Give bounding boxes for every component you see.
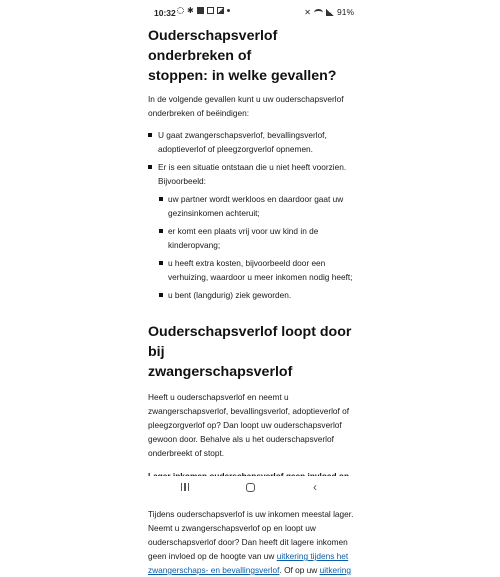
link-pregnancy-benefit[interactable]: uitkering tijdens het: [276, 551, 349, 561]
navigation-bar: [134, 476, 366, 500]
section-title-interrupt: Ouderschapsverlof onderbreken of stoppen: in welke gevallen?: [148, 28, 337, 84]
status-right-icons: [304, 7, 354, 17]
list-item: Er is een situatie ontstaan die u niet heeft voorzien. Bijvoorbeeld: uw partner wordt werkloos en daardoor gaat uw gezinsinkomen achteruit; er komt een plaats vrij voor uw kind in de kinderopvang; u heeft extra kosten, bijvoorbeeld door een verhuizing, waardoor u meer inkomen nodig heeft; u bent (langdurig) ziek geworden.: [148, 160, 354, 302]
income-paragraph: Tijdens ouderschapsverlof is uw inkomen meestal lager. Neemt u zwangerschapsverlof op en loopt uw ouderschapsverlof door? Dan heeft dit lagere inkomen geen invloed op de hoogte van uw uitkering tijdens het zwangerschaps- en bevallingsverlof. Of op uw uitkering: [148, 509, 354, 575]
reasons-list: [148, 128, 354, 302]
square-icon: [207, 7, 214, 14]
list-item: U gaat zwangerschapsverlof, bevallingsverlof, adoptieverlof of pleegzorgverlof opnemen.: [148, 128, 354, 156]
link-pregnancy-benefit-cont[interactable]: zwangerschaps- en bevallingsverlof: [148, 565, 280, 575]
back-icon: ‹: [313, 480, 317, 494]
home-button[interactable]: [242, 480, 258, 494]
mute-icon: ✕: [304, 7, 311, 17]
status-time: 10:32: [154, 8, 176, 18]
status-left-icons: [177, 7, 230, 14]
notification-icon: [197, 7, 204, 14]
dot-icon: [227, 9, 230, 12]
wifi-icon: [314, 9, 323, 16]
list-item: uw partner wordt werkloos en daardoor gaat uw gezinsinkomen achteruit;: [158, 192, 354, 220]
phone-screen: [134, 0, 366, 575]
section-title-continues: Ouderschapsverlof loopt door bij zwangerschapsverlof: [148, 324, 352, 380]
recent-apps-icon: [181, 483, 182, 491]
recent-apps-button[interactable]: [178, 480, 192, 494]
examples-list: [158, 192, 354, 302]
home-icon: [246, 483, 255, 492]
status-bar: [134, 0, 366, 24]
list-item: er komt een plaats vrij voor uw kind in de kinderopvang;: [158, 224, 354, 252]
list-item: u bent (langdurig) ziek geworden.: [158, 288, 354, 302]
list-item: u heeft extra kosten, bijvoorbeeld door een verhuizing, waardoor u meer inkomen nodig heeft;: [158, 256, 354, 284]
asterisk-icon: ✱: [187, 6, 194, 15]
battery-level: 91%: [336, 7, 354, 17]
continue-paragraph: Heeft u ouderschapsverlof en neemt u zwangerschapsverlof, bevallingsverlof, adoptieverlof of pleegzorgverlof op? Dan loopt uw ouderschapsverlof gewoon door. Behalve als u het ouderschapsverlof onderbreekt of stopt.: [148, 392, 350, 458]
back-button[interactable]: [308, 480, 322, 494]
intro-paragraph: In de volgende gevallen kunt u uw ouderschapsverlof onderbreken of beëindigen:: [148, 94, 344, 118]
gallery-icon: [217, 7, 224, 14]
gear-icon: [177, 7, 184, 14]
signal-icon: [326, 9, 334, 16]
link-benefit[interactable]: uitkering: [319, 565, 351, 575]
